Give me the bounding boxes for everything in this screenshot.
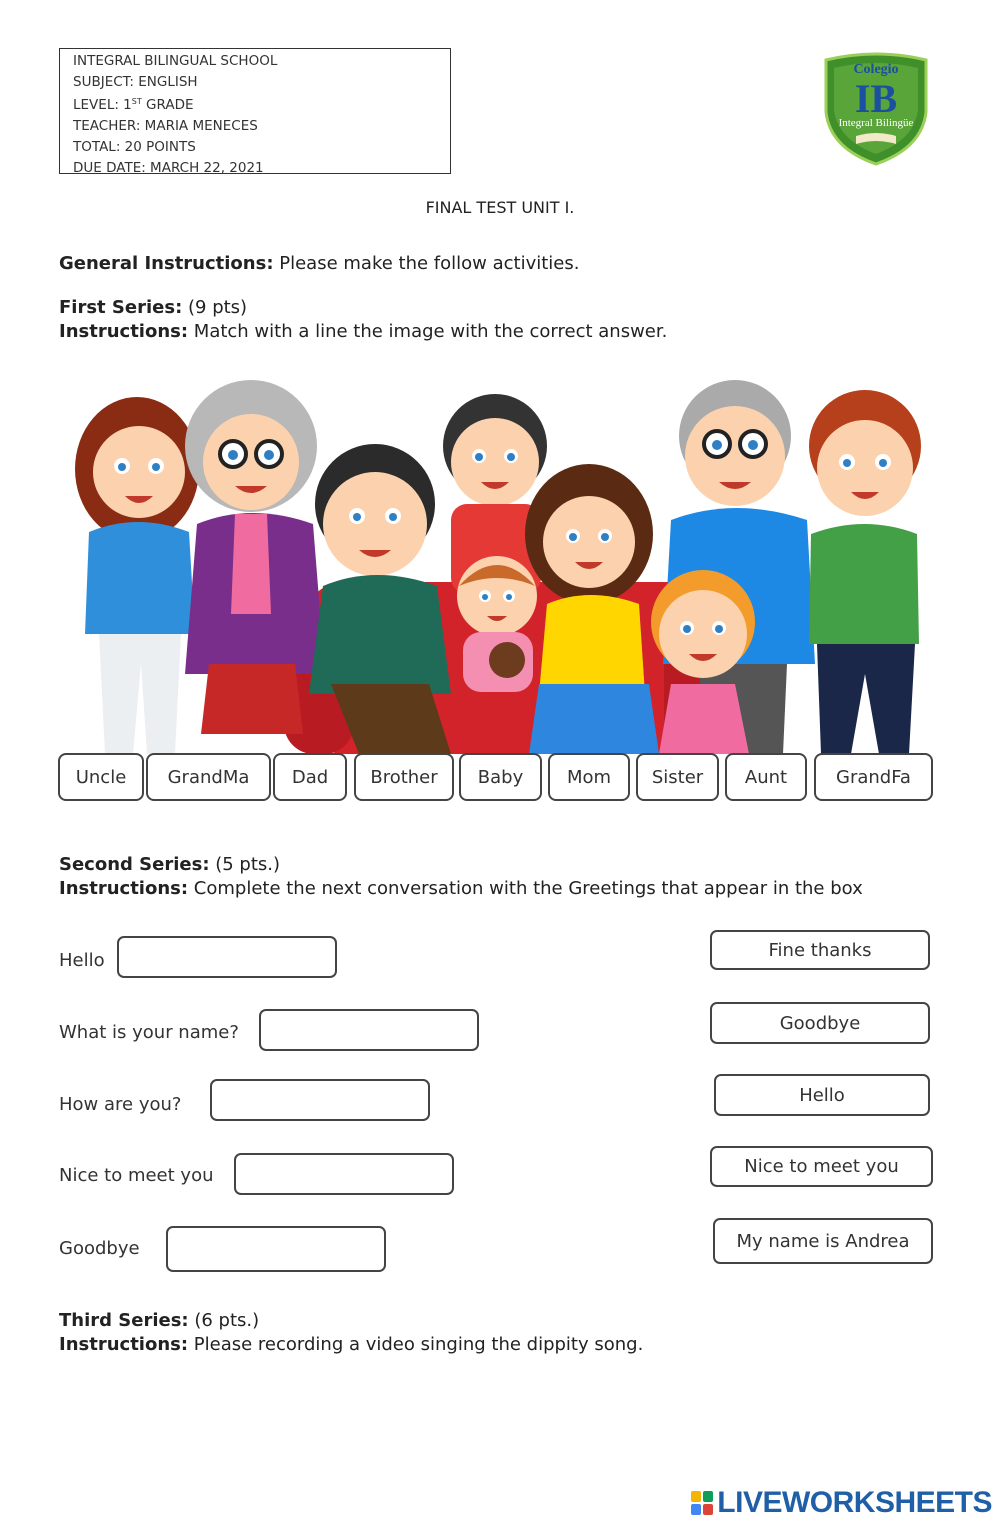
- question-nice-to-meet: Nice to meet you: [59, 1165, 214, 1186]
- subject: SUBJECT: ENGLISH: [73, 73, 198, 90]
- question-name: What is your name?: [59, 1022, 239, 1043]
- question-how-are-you: How are you?: [59, 1094, 182, 1115]
- answer-field-1[interactable]: [117, 936, 337, 978]
- uncle-figure: [809, 390, 921, 754]
- answer-field-4[interactable]: [234, 1153, 454, 1195]
- logo-letters: IB: [854, 76, 898, 121]
- page-title: FINAL TEST UNIT I.: [425, 198, 575, 217]
- logo-line2: Integral Bilingüe: [838, 117, 914, 129]
- option-my-name-is-andrea[interactable]: My name is Andrea: [713, 1218, 933, 1264]
- header-info-box: [59, 48, 451, 174]
- word-box-grandfa[interactable]: GrandFa: [814, 753, 933, 801]
- word-box-mom[interactable]: Mom: [548, 753, 630, 801]
- word-box-grandma[interactable]: GrandMa: [146, 753, 271, 801]
- question-goodbye: Goodbye: [59, 1238, 140, 1259]
- answer-field-2[interactable]: [259, 1009, 479, 1051]
- due-date: DUE DATE: MARCH 22, 2021: [73, 159, 264, 176]
- word-box-dad[interactable]: Dad: [273, 753, 347, 801]
- general-instructions: General Instructions: Please make the follow activities.: [59, 253, 580, 274]
- school-name: INTEGRAL BILINGUAL SCHOOL: [73, 53, 278, 69]
- family-illustration: [59, 364, 932, 754]
- option-goodbye[interactable]: Goodbye: [710, 1002, 930, 1044]
- first-series-heading: First Series: (9 pts): [59, 297, 248, 318]
- brand-text: LIVEWORKSHEETS: [717, 1486, 992, 1519]
- liveworksheets-brand: [691, 1486, 992, 1520]
- aunt-figure: [75, 397, 199, 754]
- word-box-uncle[interactable]: Uncle: [58, 753, 144, 801]
- word-box-aunt[interactable]: Aunt: [725, 753, 807, 801]
- question-hello: Hello: [59, 950, 105, 971]
- answer-field-5[interactable]: [166, 1226, 386, 1272]
- option-hello[interactable]: Hello: [714, 1074, 930, 1116]
- school-logo: [822, 52, 930, 166]
- baby-figure: [457, 556, 537, 692]
- second-series-heading: Second Series: (5 pts.): [59, 854, 281, 875]
- liveworksheets-logo-icon: [691, 1491, 713, 1515]
- word-box-brother[interactable]: Brother: [354, 753, 454, 801]
- word-box-baby[interactable]: Baby: [459, 753, 542, 801]
- option-fine-thanks[interactable]: Fine thanks: [710, 930, 930, 970]
- teacher: TEACHER: MARIA MENECES: [73, 118, 258, 135]
- third-series-heading: Third Series: (6 pts.): [59, 1310, 260, 1331]
- first-series-instructions: Instructions: Match with a line the image with the correct answer.: [59, 321, 668, 342]
- word-box-sister[interactable]: Sister: [636, 753, 719, 801]
- option-nice-to-meet-you[interactable]: Nice to meet you: [710, 1146, 933, 1187]
- logo-line1: Colegio: [853, 62, 899, 77]
- second-series-instructions: Instructions: Complete the next conversation with the Greetings that appear in the box: [59, 878, 863, 899]
- third-series-instructions: Instructions: Please recording a video singing the dippity song.: [59, 1334, 644, 1355]
- answer-field-3[interactable]: [210, 1079, 430, 1121]
- total-points: TOTAL: 20 POINTS: [73, 138, 196, 155]
- level: LEVEL: 1ST GRADE: [73, 97, 194, 114]
